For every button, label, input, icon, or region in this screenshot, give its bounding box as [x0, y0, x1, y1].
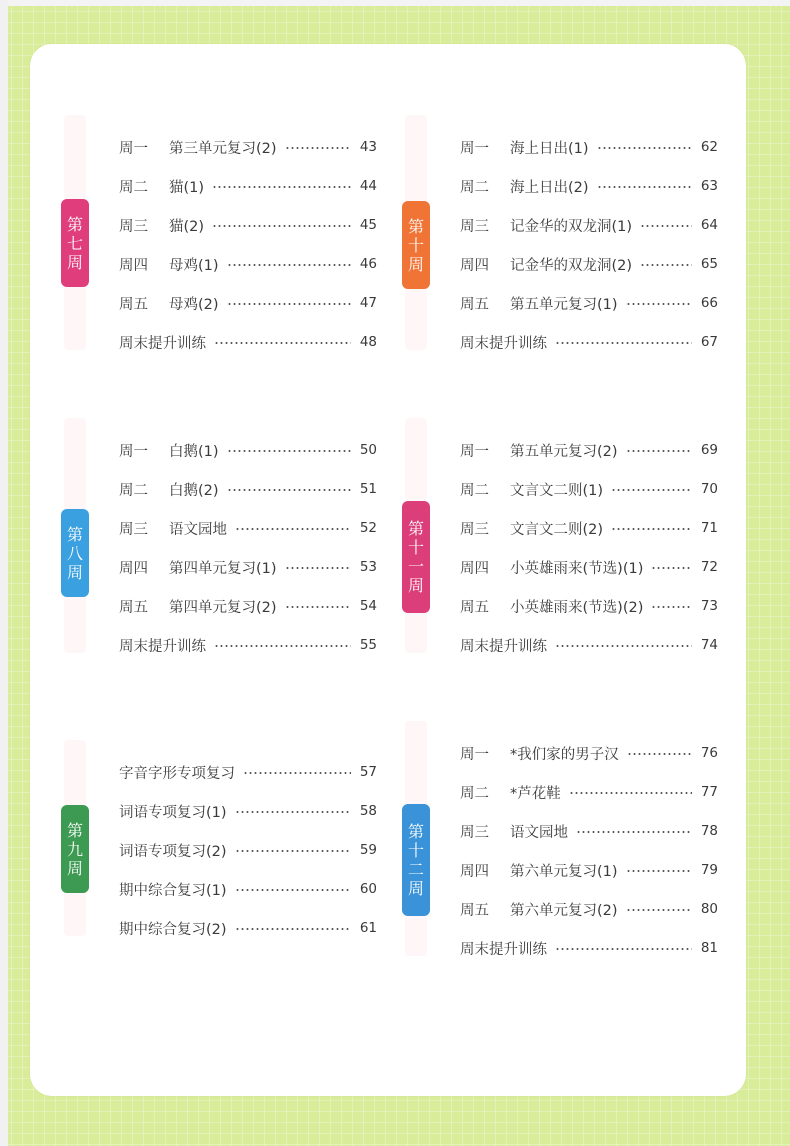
week-badge-char: 十	[407, 538, 424, 557]
toc-entry-page-number: 59	[359, 842, 377, 858]
toc-entry-title: 语文园地	[169, 521, 227, 538]
week-badge-char: 十	[407, 841, 424, 860]
toc-entry[interactable]	[119, 174, 377, 198]
toc-entry-day: 周三	[460, 824, 489, 841]
toc-entry-page-number: 60	[359, 881, 377, 897]
toc-entry[interactable]	[119, 916, 377, 940]
dot-leader	[640, 225, 692, 227]
week-badge-char: 十	[407, 235, 424, 255]
toc-entry-day: 周五	[119, 296, 148, 313]
toc-entry[interactable]	[460, 780, 718, 804]
toc-entry[interactable]	[119, 555, 377, 579]
dot-leader	[235, 928, 351, 930]
dot-leader	[227, 450, 351, 452]
toc-entry[interactable]	[119, 799, 377, 823]
toc-entry-title: 第五单元复习(1)	[510, 296, 618, 313]
toc-entry-title: 周末提升训练	[119, 638, 206, 655]
week-badge	[402, 804, 430, 916]
toc-entry[interactable]	[460, 858, 718, 882]
toc-entry[interactable]	[460, 213, 718, 237]
toc-entry-title: 猫(1)	[169, 179, 205, 196]
dot-leader	[227, 264, 351, 266]
dot-leader	[569, 792, 692, 794]
toc-entry-title: 文言文二则(2)	[510, 521, 604, 538]
toc-entry-day: 周五	[460, 902, 489, 919]
toc-entry-page-number: 61	[359, 920, 377, 936]
toc-entry-page-number: 65	[700, 256, 718, 272]
week-badge	[402, 201, 430, 289]
toc-entry[interactable]	[460, 516, 718, 540]
toc-entry-title: 期中综合复习(2)	[119, 921, 227, 938]
toc-entry-title: 母鸡(2)	[169, 296, 219, 313]
toc-entry[interactable]	[460, 438, 718, 462]
toc-entry-day: 周一	[119, 443, 148, 460]
toc-entry-day: 周四	[119, 560, 148, 577]
toc-entry-title: 第五单元复习(2)	[510, 443, 618, 460]
toc-entry-page-number: 44	[359, 178, 377, 194]
toc-entry[interactable]	[460, 633, 718, 657]
toc-entry-page-number: 51	[359, 481, 377, 497]
page-frame-top	[0, 0, 790, 6]
toc-entry-title: 文言文二则(1)	[510, 482, 604, 499]
toc-entry-day: 周二	[460, 482, 489, 499]
week-badge	[61, 805, 89, 893]
dot-leader	[640, 264, 692, 266]
toc-entry-title: 期中综合复习(1)	[119, 882, 227, 899]
week-badge-char: 七	[66, 233, 83, 253]
toc-entry-day: 周四	[460, 560, 489, 577]
toc-entry[interactable]	[119, 330, 377, 354]
toc-entry-page-number: 80	[700, 901, 718, 917]
dot-leader	[597, 147, 692, 149]
week-badge	[61, 509, 89, 597]
toc-entry[interactable]	[460, 477, 718, 501]
week-badge-char: 第	[66, 524, 83, 544]
toc-entry-title: 第四单元复习(2)	[169, 599, 277, 616]
dot-leader	[227, 489, 351, 491]
dot-leader	[214, 645, 351, 647]
dot-leader	[576, 831, 692, 833]
toc-entry-title: 海上日出(2)	[510, 179, 589, 196]
dot-leader	[611, 528, 692, 530]
week-badge-char: 二	[407, 860, 424, 879]
dot-leader	[555, 645, 692, 647]
toc-entry[interactable]	[119, 438, 377, 462]
toc-entry[interactable]	[460, 897, 718, 921]
toc-entry-title: 周末提升训练	[460, 638, 547, 655]
week-badge	[402, 501, 430, 613]
toc-entry[interactable]	[119, 291, 377, 315]
dot-leader	[626, 870, 692, 872]
toc-entry[interactable]	[460, 819, 718, 843]
dot-leader	[235, 850, 351, 852]
toc-entry-page-number: 71	[700, 520, 718, 536]
toc-entry-day: 周三	[460, 218, 489, 235]
toc-entry[interactable]	[119, 213, 377, 237]
toc-entry[interactable]	[119, 135, 377, 159]
toc-entry-title: 周末提升训练	[460, 335, 547, 352]
toc-entry-day: 周三	[119, 521, 148, 538]
toc-entry-page-number: 46	[359, 256, 377, 272]
toc-entry-page-number: 64	[700, 217, 718, 233]
toc-entry[interactable]	[119, 516, 377, 540]
toc-entry-title: 语文园地	[510, 824, 568, 841]
week-badge-char: 一	[407, 557, 424, 576]
toc-entry[interactable]	[460, 936, 718, 960]
dot-leader	[555, 342, 692, 344]
dot-leader	[235, 889, 351, 891]
toc-entry-page-number: 69	[700, 442, 718, 458]
week-badge-char: 周	[66, 858, 83, 878]
dot-leader	[243, 772, 351, 774]
toc-entry-page-number: 73	[700, 598, 718, 614]
week-badge-char: 第	[407, 822, 424, 841]
dot-leader	[227, 303, 351, 305]
toc-entry-page-number: 66	[700, 295, 718, 311]
toc-entry-day: 周一	[460, 140, 489, 157]
toc-entry-title: 词语专项复习(1)	[119, 804, 227, 821]
toc-entry-title: 猫(2)	[169, 218, 205, 235]
dot-leader	[285, 147, 351, 149]
toc-entry-title: 白鹅(2)	[169, 482, 219, 499]
toc-entry-title: *芦花鞋	[510, 785, 561, 802]
toc-entry-page-number: 62	[700, 139, 718, 155]
page-frame-left	[0, 0, 8, 1146]
toc-entry-page-number: 77	[700, 784, 718, 800]
dot-leader	[212, 225, 351, 227]
toc-entry-page-number: 45	[359, 217, 377, 233]
toc-entry-day: 周五	[119, 599, 148, 616]
week-badge-char: 八	[66, 543, 83, 563]
toc-entry-page-number: 54	[359, 598, 377, 614]
dot-leader	[235, 811, 351, 813]
week-badge-char: 第	[407, 216, 424, 236]
toc-entry-page-number: 79	[700, 862, 718, 878]
toc-entry[interactable]	[460, 330, 718, 354]
toc-entry-page-number: 52	[359, 520, 377, 536]
toc-entry-page-number: 72	[700, 559, 718, 575]
toc-entry-day: 周四	[460, 863, 489, 880]
week-badge-char: 周	[407, 879, 424, 898]
toc-entry-day: 周二	[460, 785, 489, 802]
dot-leader	[627, 753, 692, 755]
toc-entry-title: 海上日出(1)	[510, 140, 589, 157]
toc-entry[interactable]	[119, 477, 377, 501]
toc-entry-day: 周三	[460, 521, 489, 538]
toc-entry[interactable]	[460, 291, 718, 315]
toc-entry-page-number: 57	[359, 764, 377, 780]
toc-entry-page-number: 55	[359, 637, 377, 653]
toc-entry-title: 第六单元复习(2)	[510, 902, 618, 919]
toc-entry[interactable]	[119, 760, 377, 784]
toc-entry-title: 第四单元复习(1)	[169, 560, 277, 577]
week-badge-char: 第	[407, 519, 424, 538]
toc-entry[interactable]	[119, 838, 377, 862]
week-badge-char: 第	[66, 214, 83, 234]
week-badge-char: 周	[407, 576, 424, 595]
toc-entry-day: 周一	[119, 140, 148, 157]
dot-leader	[626, 909, 692, 911]
dot-leader	[214, 342, 351, 344]
toc-entry-title: 记金华的双龙洞(2)	[510, 257, 633, 274]
toc-entry[interactable]	[460, 555, 718, 579]
week-badge-char: 周	[407, 254, 424, 274]
toc-entry-title: 第三单元复习(2)	[169, 140, 277, 157]
toc-entry-day: 周三	[119, 218, 148, 235]
week-badge	[61, 199, 89, 287]
dot-leader	[651, 567, 692, 569]
dot-leader	[597, 186, 692, 188]
dot-leader	[285, 567, 351, 569]
toc-entry-title: 母鸡(1)	[169, 257, 219, 274]
toc-entry-title: 小英雄雨来(节选)(1)	[510, 560, 644, 577]
toc-entry-day: 周二	[460, 179, 489, 196]
toc-entry-page-number: 47	[359, 295, 377, 311]
toc-entry-page-number: 78	[700, 823, 718, 839]
dot-leader	[611, 489, 692, 491]
week-badge-char: 周	[66, 252, 83, 272]
toc-entry-page-number: 81	[700, 940, 718, 956]
toc-entry-day: 周五	[460, 599, 489, 616]
toc-entry-title: 小英雄雨来(节选)(2)	[510, 599, 644, 616]
toc-entry-page-number: 76	[700, 745, 718, 761]
toc-entry[interactable]	[460, 252, 718, 276]
dot-leader	[212, 186, 351, 188]
toc-entry-title: *我们家的男子汉	[510, 746, 619, 763]
toc-entry-day: 周四	[460, 257, 489, 274]
week-badge-char: 周	[66, 562, 83, 582]
dot-leader	[285, 606, 351, 608]
toc-entry-page-number: 74	[700, 637, 718, 653]
dot-leader	[626, 303, 692, 305]
toc-entry-title: 第六单元复习(1)	[510, 863, 618, 880]
toc-entry[interactable]	[460, 594, 718, 618]
toc-entry-title: 字音字形专项复习	[119, 765, 235, 782]
toc-entry[interactable]	[460, 741, 718, 765]
toc-entry-page-number: 58	[359, 803, 377, 819]
contents-page	[30, 44, 746, 1096]
dot-leader	[651, 606, 692, 608]
toc-entry-page-number: 48	[359, 334, 377, 350]
toc-entry-day: 周五	[460, 296, 489, 313]
toc-entry[interactable]	[460, 174, 718, 198]
toc-entry[interactable]	[460, 135, 718, 159]
toc-entry-title: 记金华的双龙洞(1)	[510, 218, 633, 235]
toc-entry-page-number: 43	[359, 139, 377, 155]
toc-entry-title: 词语专项复习(2)	[119, 843, 227, 860]
toc-entry-page-number: 70	[700, 481, 718, 497]
dot-leader	[626, 450, 692, 452]
toc-entry-page-number: 67	[700, 334, 718, 350]
toc-entry-day: 周二	[119, 179, 148, 196]
dot-leader	[555, 948, 692, 950]
toc-entry[interactable]	[119, 594, 377, 618]
dot-leader	[235, 528, 351, 530]
toc-entry-day: 周四	[119, 257, 148, 274]
toc-entry-title: 周末提升训练	[119, 335, 206, 352]
toc-entry-day: 周二	[119, 482, 148, 499]
toc-entry[interactable]	[119, 633, 377, 657]
week-badge-char: 第	[66, 820, 83, 840]
toc-entry-day: 周一	[460, 443, 489, 460]
toc-entry-page-number: 50	[359, 442, 377, 458]
toc-entry-title: 白鹅(1)	[169, 443, 219, 460]
toc-entry-title: 周末提升训练	[460, 941, 547, 958]
toc-entry[interactable]	[119, 877, 377, 901]
toc-entry[interactable]	[119, 252, 377, 276]
toc-entry-page-number: 53	[359, 559, 377, 575]
toc-entry-day: 周一	[460, 746, 489, 763]
toc-entry-page-number: 63	[700, 178, 718, 194]
week-badge-char: 九	[66, 839, 83, 859]
